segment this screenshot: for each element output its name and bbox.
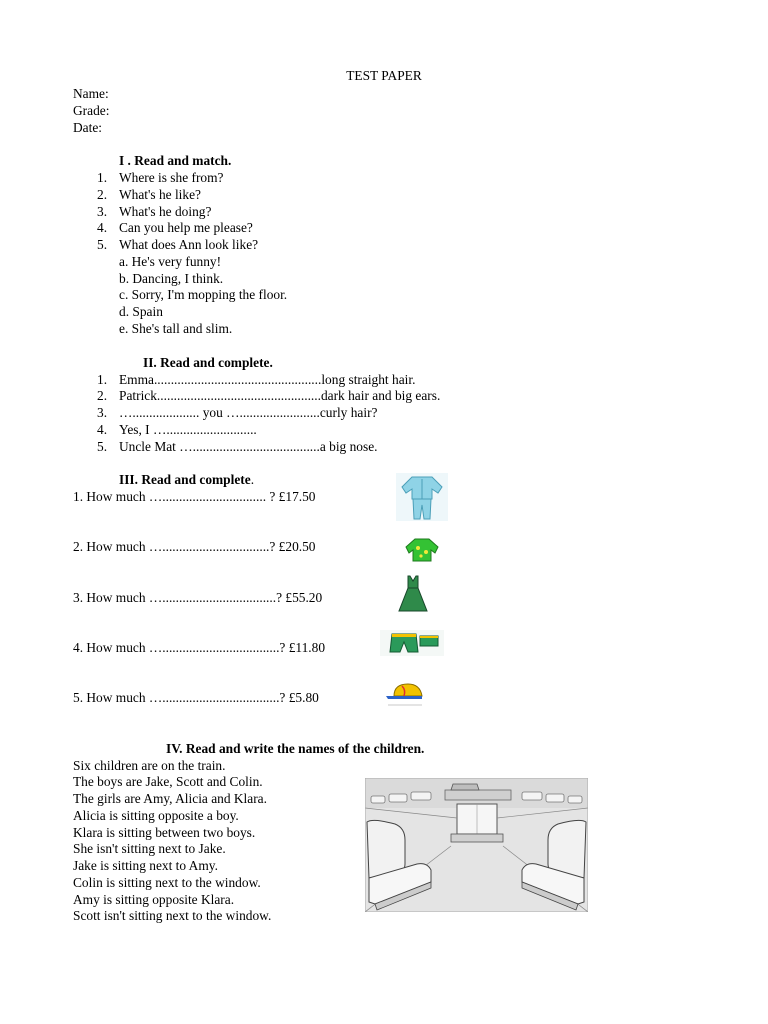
clue-line: Klara is sitting between two boys. xyxy=(73,825,256,840)
price-item: 5. How much …...................................? £5.80 xyxy=(73,690,319,705)
shorts-icon xyxy=(380,630,444,656)
dress-icon xyxy=(396,574,430,614)
complete-item: 5. Uncle Mat …......................................a big nose. xyxy=(97,439,378,454)
clue-line: Colin is sitting next to the window. xyxy=(73,875,261,890)
answer-option: e. She's tall and slim. xyxy=(119,321,233,336)
clue-line: She isn't sitting next to Jake. xyxy=(73,841,226,856)
complete-item: 2. Patrick.................................................dark hair and big ears. xyxy=(97,388,441,403)
section-2-heading: II. Read and complete. xyxy=(143,355,273,370)
section-1-heading: I . Read and match. xyxy=(119,153,232,168)
question-text: Where is she from? xyxy=(119,170,224,185)
complete-text: ….................... you …........................curly hair? xyxy=(119,405,378,420)
question-text: What's he like? xyxy=(119,187,201,202)
question-text: What does Ann look like? xyxy=(119,237,259,252)
complete-text: Emma..................................................long straight hair. xyxy=(119,372,416,387)
complete-text: Patrick.................................................dark hair and big ears. xyxy=(119,388,441,403)
section-4-heading: IV. Read and write the names of the children. xyxy=(166,741,425,756)
page-title: TEST PAPER xyxy=(346,68,422,83)
complete-item: 4. Yes, I …........................... xyxy=(97,422,257,437)
price-item: 3. How much …..................................? £55.20 xyxy=(73,590,323,605)
complete-item: 1. Emma..................................................long straight hair. xyxy=(97,372,416,387)
clue-line: The boys are Jake, Scott and Colin. xyxy=(73,774,263,789)
answer-option: b. Dancing, I think. xyxy=(119,271,224,286)
cap-icon xyxy=(384,678,428,708)
clue-line: Scott isn't sitting next to the window. xyxy=(73,908,272,923)
question-text: Can you help me please? xyxy=(119,220,253,235)
question-text: What's he doing? xyxy=(119,204,212,219)
question-item: 5. What does Ann look like? xyxy=(97,237,259,252)
train-compartment-illustration xyxy=(365,778,588,912)
price-item: 4. How much …...................................? £11.80 xyxy=(73,640,326,655)
pajamas-icon xyxy=(396,473,448,521)
clue-line: Six children are on the train. xyxy=(73,758,226,773)
price-item: 2. How much …................................? £20.50 xyxy=(73,539,316,554)
grade-label: Grade: xyxy=(73,103,110,118)
clue-line: Amy is sitting opposite Klara. xyxy=(73,892,235,907)
question-item: 3. What's he doing? xyxy=(97,204,212,219)
answer-option: d. Spain xyxy=(119,304,163,319)
sweater-icon xyxy=(404,536,440,564)
clue-line: Alicia is sitting opposite a boy. xyxy=(73,808,239,823)
clue-line: Jake is sitting next to Amy. xyxy=(73,858,218,873)
price-item: 1. How much …............................... ? £17.50 xyxy=(73,489,316,504)
question-item: 1. Where is she from? xyxy=(97,170,224,185)
complete-text: Yes, I …........................... xyxy=(119,422,257,437)
question-item: 4. Can you help me please? xyxy=(97,220,253,235)
complete-item: 3. ….................... you …........................curly hair? xyxy=(97,405,378,420)
section-3-heading: III. Read and complete. xyxy=(119,472,255,487)
answer-option: c. Sorry, I'm mopping the floor. xyxy=(119,287,288,302)
answer-option: a. He's very funny! xyxy=(119,254,222,269)
date-label: Date: xyxy=(73,120,102,135)
question-item: 2. What's he like? xyxy=(97,187,201,202)
clue-line: The girls are Amy, Alicia and Klara. xyxy=(73,791,267,806)
complete-text: Uncle Mat …......................................a big nose. xyxy=(119,439,378,454)
name-label: Name: xyxy=(73,86,109,101)
